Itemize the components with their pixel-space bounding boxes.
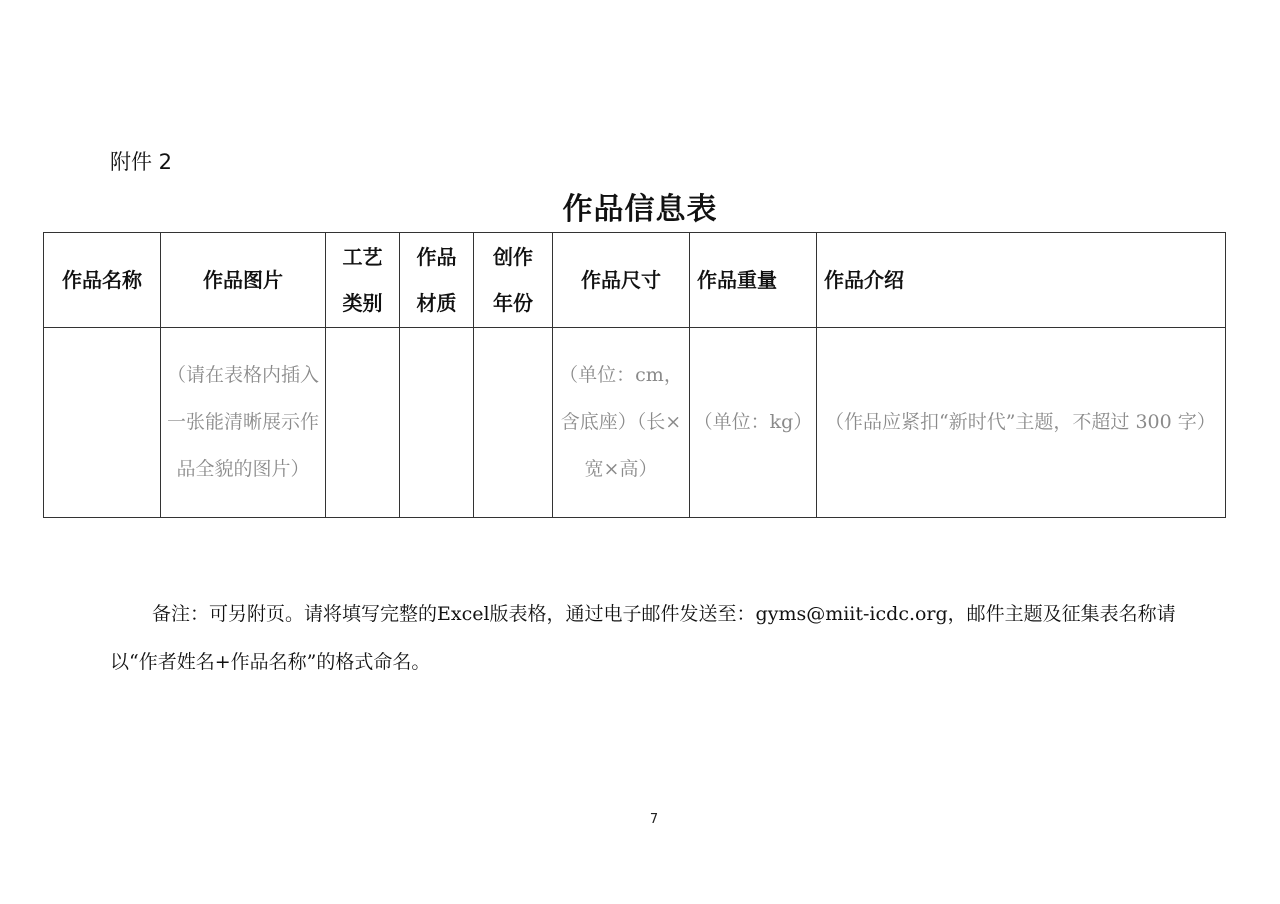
attachment-label: 附件 2 (110, 150, 173, 174)
note-paragraph: 备注：可另附页。请将填写完整的Excel版表格，通过电子邮件发送至：gyms@miit-icdc.org，邮件主题及征集表名称请以“作者姓名+作品名称”的格式命名。 (110, 603, 1176, 673)
page-title: 作品信息表 (562, 192, 718, 227)
table-row (44, 328, 1226, 518)
cell-name[interactable] (44, 328, 161, 518)
header-craft-type (326, 233, 400, 328)
artwork-info-table (43, 232, 1226, 518)
header-image: 作品图片 (161, 233, 326, 328)
page-number: 7 (649, 812, 659, 827)
cell-size[interactable]: （单位：cm，含底座）（长×宽×高） (553, 328, 690, 518)
header-weight: 作品重量 (690, 233, 817, 328)
cell-weight[interactable]: （单位：kg） (690, 328, 817, 518)
cell-intro[interactable]: （作品应紧扣“新时代”主题，不超过 300 字） (817, 328, 1226, 518)
header-craft-type-label: 工艺类别 (342, 245, 383, 315)
cell-image[interactable]: （请在表格内插入一张能清晰展示作品全貌的图片） (161, 328, 326, 518)
header-material-label: 作品材质 (416, 245, 457, 315)
cell-craft-type[interactable] (326, 328, 400, 518)
header-size: 作品尺寸 (553, 233, 690, 328)
table-header-row (44, 233, 1226, 328)
header-year-label: 创作年份 (493, 245, 533, 315)
cell-year[interactable] (474, 328, 553, 518)
header-name: 作品名称 (44, 233, 161, 328)
header-year (474, 233, 553, 328)
header-material (400, 233, 474, 328)
header-intro: 作品介绍 (817, 233, 1226, 328)
cell-material[interactable] (400, 328, 474, 518)
